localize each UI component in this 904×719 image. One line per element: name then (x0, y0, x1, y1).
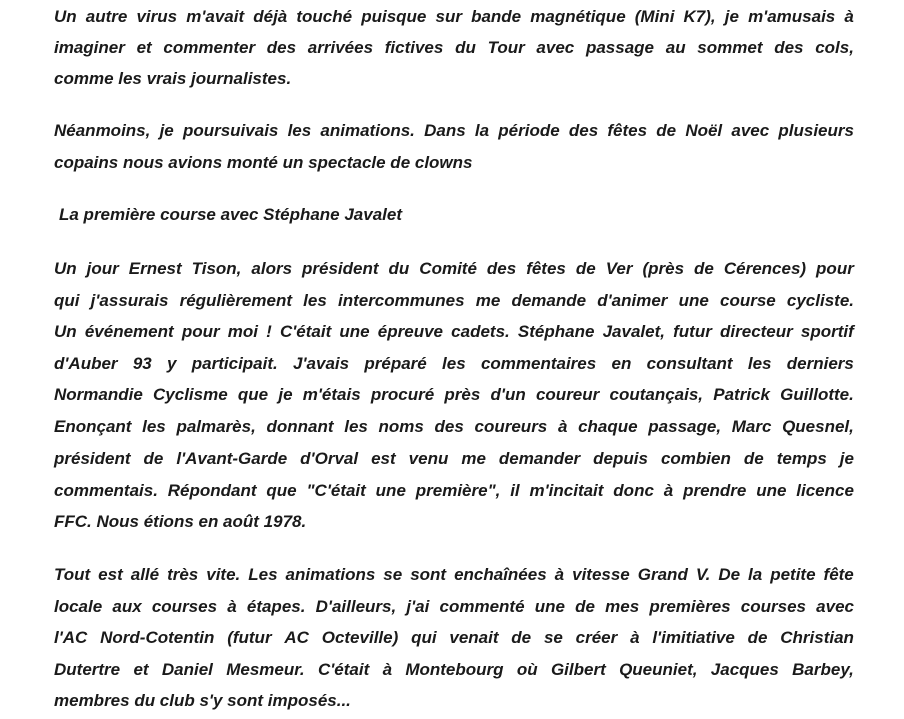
word: je (159, 121, 174, 140)
text-line (54, 449, 854, 469)
word: ! (266, 322, 272, 341)
word: de (743, 449, 764, 468)
word: animations. (320, 121, 415, 140)
word: je (839, 449, 854, 468)
word: De (718, 565, 741, 584)
word: puisque (361, 7, 427, 26)
word: Javalet, (602, 322, 665, 341)
word: Christian (780, 628, 854, 647)
word: je (724, 7, 739, 26)
word: coureur (535, 385, 600, 404)
word: poursuivais (182, 121, 279, 140)
word: déjà (253, 7, 288, 26)
word: noms (378, 417, 424, 436)
word: aux (112, 597, 142, 616)
word: venu (408, 449, 449, 468)
word: à (382, 660, 393, 679)
word: créer (575, 628, 618, 647)
word: président (54, 449, 131, 468)
word: en (611, 354, 632, 373)
text-line: FFC. Nous étions en août 1978. (54, 512, 307, 531)
word: coureurs (474, 417, 548, 436)
word: me (461, 449, 486, 468)
word: à (844, 7, 854, 26)
word: depuis (593, 449, 648, 468)
word: de (575, 259, 596, 278)
word: temps (776, 449, 827, 468)
word: course (719, 291, 776, 310)
word: passage, (648, 417, 722, 436)
word: donc (613, 481, 654, 500)
word: donnant (266, 417, 334, 436)
word: Octeville) (321, 628, 399, 647)
word: fictives (384, 38, 444, 57)
word: Noël (685, 121, 723, 140)
word: qui (54, 291, 80, 310)
word: pour (816, 259, 854, 278)
word: Dutertre (54, 660, 121, 679)
word: des (486, 259, 517, 278)
word: les (303, 291, 327, 310)
word: animations (285, 565, 376, 584)
word: derniers (786, 354, 854, 373)
word: m'étais (302, 385, 361, 404)
word: et (136, 38, 152, 57)
word: avec (816, 597, 854, 616)
word: K7), (683, 7, 716, 26)
word: sommet (697, 38, 763, 57)
word: des (774, 38, 804, 57)
text-line (54, 322, 854, 342)
word: Cérences) (723, 259, 807, 278)
word: de (656, 121, 677, 140)
word: Montebourg (405, 660, 504, 679)
text-line (54, 417, 854, 437)
word: j'assurais (90, 291, 169, 310)
word: AC (284, 628, 309, 647)
word: Queuniet, (619, 660, 698, 679)
word: la (748, 565, 763, 584)
word: Quesnel, (782, 417, 854, 436)
text-line (54, 597, 854, 617)
word: y (167, 354, 177, 373)
word: imaginer (54, 38, 125, 57)
word: d'Auber (54, 354, 118, 373)
word: Ver (605, 259, 633, 278)
word: Les (248, 565, 278, 584)
word: de (747, 628, 768, 647)
word: près (444, 385, 481, 404)
word: d'animer (597, 291, 668, 310)
word: et (133, 660, 149, 679)
text-line (54, 660, 854, 680)
word: avec (731, 121, 770, 140)
word: jour (86, 259, 119, 278)
text-line (54, 628, 854, 648)
text-line: membres du club s'y sont imposés... (54, 691, 351, 710)
word: est (98, 565, 123, 584)
text-line: comme les vrais journalistes. (54, 69, 292, 88)
word: à (557, 417, 568, 436)
text-line (54, 481, 854, 501)
word: des (568, 121, 599, 140)
word: étapes. (246, 597, 306, 616)
word: combien (660, 449, 731, 468)
word: au (665, 38, 686, 57)
word: président (302, 259, 379, 278)
word: m'amusais (748, 7, 836, 26)
word: avec (536, 38, 575, 57)
word: une (534, 597, 565, 616)
word: Tour (487, 38, 525, 57)
word: premières (649, 597, 731, 616)
word: plusieurs (778, 121, 854, 140)
text-line (54, 7, 854, 27)
word: commenter (163, 38, 256, 57)
word: Cyclisme (153, 385, 228, 404)
word: cols, (815, 38, 854, 57)
word: préparé (364, 354, 427, 373)
word: arrivées (307, 38, 374, 57)
word: virus (136, 7, 178, 26)
word: directeur (720, 322, 793, 341)
word: cadets. (451, 322, 510, 341)
word: Un (54, 7, 77, 26)
word: (près (642, 259, 685, 278)
text-line (54, 565, 854, 585)
word: première", (415, 481, 501, 500)
word: les (287, 121, 312, 140)
word: locale (54, 597, 103, 616)
word: cycliste. (786, 291, 854, 310)
word: allé (130, 565, 160, 584)
word: Nord-Cotentin (100, 628, 215, 647)
word: Ernest (128, 259, 182, 278)
word: magnétique (530, 7, 626, 26)
word: une (756, 481, 787, 500)
word: Marc (731, 417, 772, 436)
word: Jacques (710, 660, 779, 679)
word: il (510, 481, 520, 500)
text-line (54, 291, 854, 311)
word: enchaînées (454, 565, 547, 584)
text-line (54, 121, 854, 141)
word: fêtes (607, 121, 648, 140)
word: sur (435, 7, 462, 26)
text-line (54, 385, 854, 405)
word: se (543, 628, 563, 647)
word: Tout (54, 565, 91, 584)
word: vite. (206, 565, 241, 584)
word: chaque (578, 417, 638, 436)
word: période (498, 121, 560, 140)
word: procuré (370, 385, 435, 404)
word: très (167, 565, 199, 584)
word: épreuve (377, 322, 443, 341)
word: du (388, 259, 410, 278)
word: se (383, 565, 403, 584)
word: "C'était (306, 481, 366, 500)
word: Grand (637, 565, 688, 584)
word: prendre (683, 481, 747, 500)
word: 93 (132, 354, 152, 373)
word: demander (498, 449, 581, 468)
word: des (434, 417, 464, 436)
word: passage (585, 38, 655, 57)
word: me (475, 291, 501, 310)
word: mes (605, 597, 640, 616)
word: m'avait (186, 7, 245, 26)
word: les (747, 354, 772, 373)
word: les (142, 417, 166, 436)
word: demande (511, 291, 587, 310)
word: l'imitiative (652, 628, 735, 647)
word: courses (740, 597, 806, 616)
word: Dans (424, 121, 466, 140)
word: commentaires (480, 354, 597, 373)
word: Répondant (167, 481, 257, 500)
text-line: copains nous avions monté un spectacle de clowns (54, 153, 473, 172)
word: Tison, (191, 259, 242, 278)
word: commenté (439, 597, 525, 616)
word: fêtes (526, 259, 566, 278)
word: événement (84, 322, 174, 341)
word: de (694, 259, 714, 278)
word: m'incitait (529, 481, 604, 500)
word: à (630, 628, 640, 647)
word: V. (695, 565, 711, 584)
word: alors (251, 259, 293, 278)
word: (Mini (634, 7, 675, 26)
word: Un (54, 259, 77, 278)
word: d'un (490, 385, 526, 404)
word: à (554, 565, 565, 584)
word: Daniel (161, 660, 213, 679)
section-heading: La première course avec Stéphane Javalet (59, 205, 403, 224)
word: Enonçant (54, 417, 132, 436)
word: licence (796, 481, 854, 500)
word: intercommunes (337, 291, 465, 310)
word: (futur (227, 628, 272, 647)
word: l'Avant-Garde (176, 449, 288, 468)
word: Normandie (54, 385, 143, 404)
word: qui (411, 628, 437, 647)
word: d'Orval (300, 449, 359, 468)
word: que (266, 481, 297, 500)
word: Comité (419, 259, 477, 278)
word: C'était (279, 322, 332, 341)
word: venait (449, 628, 499, 647)
word: courses (151, 597, 218, 616)
word: Barbey, (792, 660, 854, 679)
word: à (227, 597, 237, 616)
word: commentais. (54, 481, 158, 500)
word: consultant (646, 354, 733, 373)
word: D'ailleurs, (315, 597, 397, 616)
word: de (511, 628, 532, 647)
word: une (339, 322, 370, 341)
word: Gilbert (550, 660, 606, 679)
word: Mesmeur. (226, 660, 305, 679)
word: Guillotte. (780, 385, 854, 404)
word: une (678, 291, 709, 310)
word: de (143, 449, 164, 468)
word: petite (770, 565, 816, 584)
word: les (442, 354, 466, 373)
word: de (575, 597, 595, 616)
word: du (455, 38, 476, 57)
word: Néanmoins, (54, 121, 151, 140)
word: pour (181, 322, 220, 341)
word: autre (85, 7, 128, 26)
text-line (54, 38, 854, 58)
word: la (474, 121, 490, 140)
word: que (237, 385, 269, 404)
word: bande (471, 7, 522, 26)
word: je (278, 385, 293, 404)
word: fête (823, 565, 854, 584)
word: l'AC (54, 628, 88, 647)
word: Un (54, 322, 77, 341)
word: j'ai (406, 597, 430, 616)
word: participait. (191, 354, 278, 373)
word: les (344, 417, 368, 436)
text-line (54, 354, 854, 374)
word: est (371, 449, 396, 468)
word: Stéphane (517, 322, 595, 341)
word: palmarès, (176, 417, 256, 436)
word: à (663, 481, 674, 500)
word: J'avais (293, 354, 350, 373)
word: sportif (800, 322, 854, 341)
word: futur (673, 322, 712, 341)
word: coutançais, (609, 385, 704, 404)
word: régulièrement (179, 291, 293, 310)
word: une (375, 481, 406, 500)
word: où (516, 660, 538, 679)
text-line (54, 259, 854, 279)
word: C'était (317, 660, 370, 679)
word: vitesse (572, 565, 630, 584)
word: touché (296, 7, 353, 26)
word: Patrick (713, 385, 770, 404)
word: sont (410, 565, 447, 584)
word: moi (227, 322, 258, 341)
word: des (266, 38, 297, 57)
